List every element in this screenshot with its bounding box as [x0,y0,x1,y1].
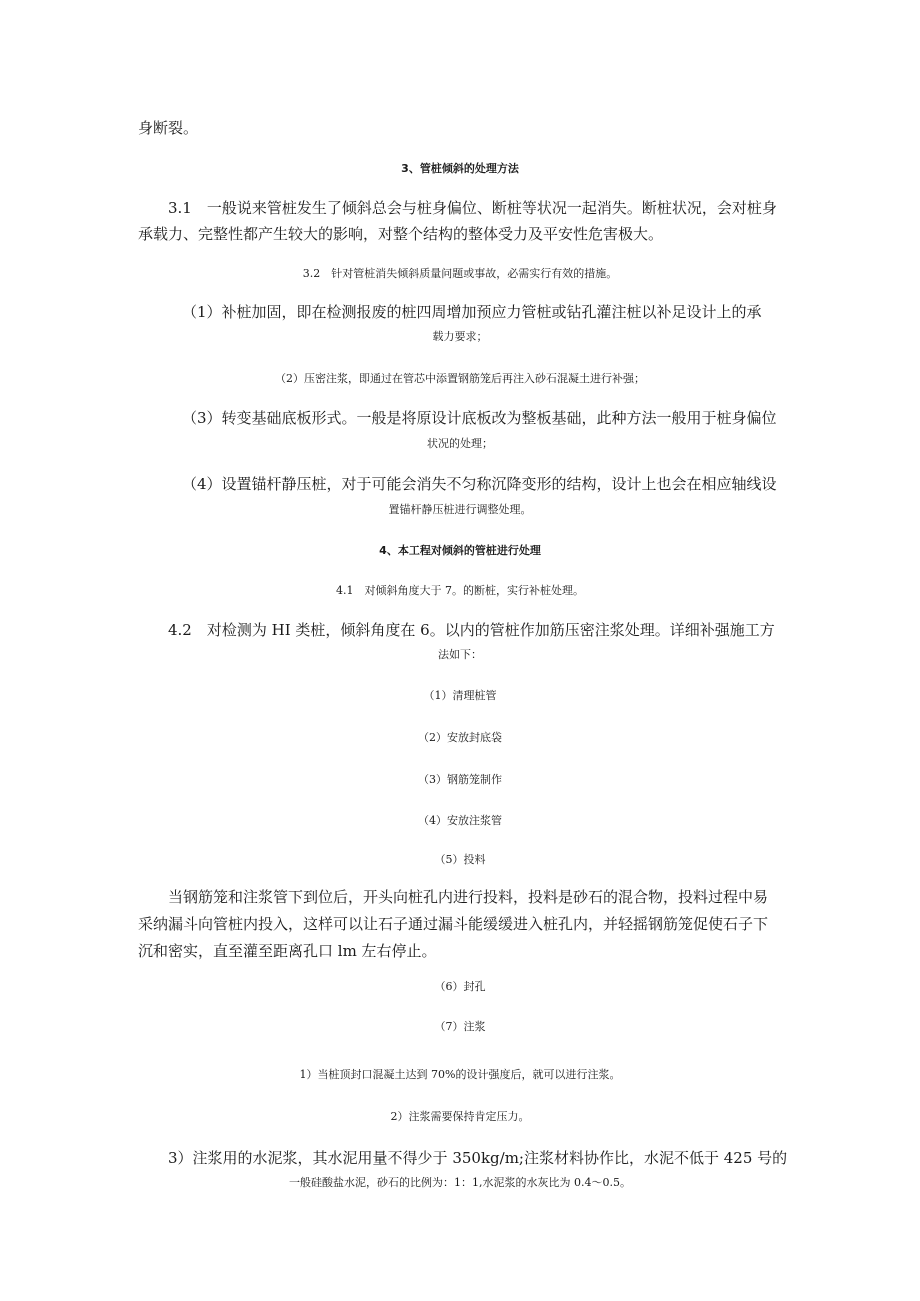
step-6: （6）封孔 [434,980,486,993]
feeding-line1: 当钢筋笼和注浆管下到位后，开头向桩孔内进行投料，投料是砂石的混合物，投料过程中易 [168,888,769,906]
step-5: （5）投料 [434,853,486,866]
step-2: （2）安放封底袋 [418,731,502,744]
item-1-line1: （1）补桩加固，即在检测报废的桩四周增加预应力管桩或钻孔灌注桩以补足设计上的承 [182,303,762,321]
intro-tail: 身断裂。 [138,119,199,137]
item-4-line1: （4）设置锚杆静压桩，对于可能会消失不匀称沉降变形的结构，设计上也会在相应轴线设 [182,475,777,493]
para-4-2-line2: 法如下： [438,648,482,661]
feeding-line3: 沉和密实，直至灌至距离孔口 lm 左右停止。 [138,942,437,960]
item-1-line2: 载力要求； [432,330,488,343]
para-4-2-line1: 4.2 对检测为 HI 类桩，倾斜角度在 6。以内的管桩作加筋压密注浆处理。详细补强施工方 [168,621,775,639]
feeding-line2: 采纳漏斗向管桩内投入，这样可以让石子通过漏斗能缓缓进入桩孔内，并轻摇钢筋笼促使石子下 [138,915,769,933]
item-3-line2: 状况的处理； [427,437,493,450]
item-3-line1: （3）转变基础底板形式。一般是将原设计底板改为整板基础，此种方法一般用于桩身偏位 [182,409,777,427]
step-3: （3）钢筋笼制作 [418,773,502,786]
para-4-1: 4.1 对倾斜角度大于 7。的断桩，实行补桩处理。 [336,584,584,597]
grout-1: 1）当桩顶封口混凝土达到 70%的设计强度后，就可以进行注浆。 [299,1068,621,1081]
para-3-1-line2: 承载力、完整性都产生较大的影响，对整个结构的整体受力及平安性危害极大。 [138,225,664,243]
item-2-line1: （2）压密注浆，即通过在管芯中添置钢筋笼后再注入砂石混凝土进行补强； [275,372,645,385]
step-1: （1）清理桩管 [423,689,497,702]
para-3-1-line1: 3.1 一般说来管桩发生了倾斜总会与桩身偏位、断桩等状况一起消失。断桩状况，会对桩身 [168,199,777,217]
grout-2: 2）注浆需要保持肯定压力。 [390,1110,530,1123]
grout-3-line1: 3）注浆用的水泥浆，其水泥用量不得少于 350kg∕m;注浆材料协作比，水泥不低于 425 号的 [168,1149,788,1167]
para-3-2: 3.2 针对管桩消失倾斜质量问题或事故，必需实行有效的措施。 [302,267,618,280]
section3-heading: 3、管桩倾斜的处理方法 [401,162,519,175]
section4-heading: 4、本工程对倾斜的管桩进行处理 [379,544,541,557]
step-7: （7）注浆 [434,1020,486,1033]
step-4: （4）安放注浆管 [418,814,502,827]
item-4-line2: 置锚杆静压桩进行调整处理。 [388,503,532,516]
grout-3-line2: 一般硅酸盐水泥，砂石的比例为：1：1,水泥浆的水灰比为 0.4～0.5。 [289,1176,631,1189]
